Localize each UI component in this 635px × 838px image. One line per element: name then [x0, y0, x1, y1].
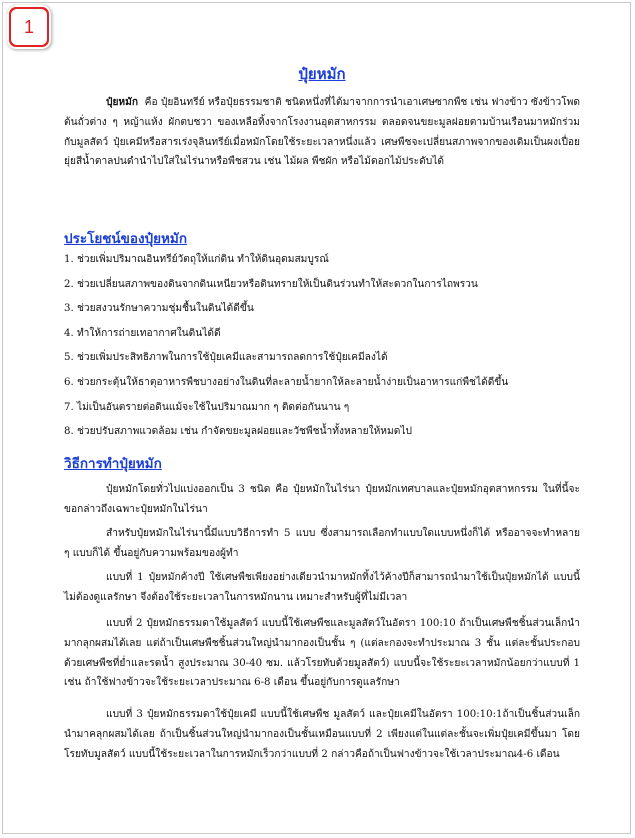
list-item: 4. ทำให้การถ่ายเทอากาศในดินได้ดี — [64, 327, 221, 339]
method-paragraph-1: ปุ๋ยหมักโดยทั่วไปแบ่งออกเป็น 3 ชนิด คือ ปุ๋ยหมักในไร่นา ปุ๋ยหมักเทศบาลและปุ๋ยหมักอุตสาหกรรม ในที่นี้จะขอกล่าวถึงเฉพาะปุ๋ยหมักในไร่นา — [64, 484, 580, 515]
intro-paragraph — [64, 93, 580, 172]
intro-term: ปุ๋ยหมัก — [106, 96, 139, 108]
benefits-heading: ประโยชน์ของปุ๋ยหมัก — [64, 231, 188, 247]
list-item: 3. ช่วยสงวนรักษาความชุ่มชื้นในดินได้ดีขึ้น — [64, 303, 254, 315]
method-paragraph-3: แบบที่ 1 ปุ๋ยหมักค้างปี ใช้เศษพืชเพียงอย่างเดียวนำมาหมักทิ้งไว้ค้างปีก็สามารถนำมาใช้เป็นปุ๋ยหมักได้ แบบนี้ไม่ต้องดูแลรักษา จึงต้องใช้ระยะเวลาในการหมักนาน เหมาะสำหรับผู้ที่ไม่มีเวลา — [64, 572, 580, 603]
method-paragraph-4: แบบที่ 2 ปุ๋ยหมักธรรมดาใช้มูลสัตว์ แบบนี้ใช้เศษพืชและมูลสัตว์ในอัตรา 100:10 ถ้าเป็นเศษพืชชิ้นส่วนเล็กนำมากลุกผสมได้เลย แต่ถ้าเป็นเศษพืชชิ้นส่วนใหญ่นำมากองเป็นชั้น ๆ (แต่ละกองจะทำประมาณ 3 ชั้น แต่ละชั้นประกอบด้วยเศษพืชที่ย่ำและรดน้ำ สูงประมาณ 30-40 ซม. แล้วโรยทับด้วยมูลสัตว์) แบบนี้จะใช้ระยะเวลาหมักน้อยกว่าแบบที่ 1 เช่น ถ้าใช้ฟางข้าวจะใช้ระยะเวลาประมาณ 6-8 เดือน ขึ้นอยู่กับการดูแลรักษา — [64, 618, 580, 689]
benefits-list — [64, 250, 580, 447]
page-number-badge — [7, 5, 51, 49]
method-heading: วิธีการทำปุ๋ยหมัก — [64, 456, 162, 472]
list-item: 7. ไม่เป็นอันตรายต่อดินแม้จะใช้ในปริมาณมาก ๆ ติดต่อกันนาน ๆ — [64, 401, 350, 413]
list-item: 5. ช่วยเพิ่มประสิทธิภาพในการใช้ปุ๋ยเคมีและสามารถลดการใช้ปุ๋ยเคมีลงได้ — [64, 352, 388, 364]
list-item: 6. ช่วยกระตุ้นให้ธาตุอาหารพืชบางอย่างในดินที่ละลายน้ำยากให้ละลายน้ำง่ายเป็นอาหารแก่พืชได้ดีขึ้น — [64, 376, 509, 388]
method-paragraph-2: สำหรับปุ๋ยหมักในไร่นานี้มีแบบวิธีการทำ 5 แบบ ซึ่งสามารถเลือกทำแบบใดแบบหนึ่งก็ได้ หรืออาจจะทำหลาย ๆ แบบก็ได้ ขึ้นอยู่กับความพร้อมของผู้ทำ — [64, 528, 580, 559]
method-paragraph-5: แบบที่ 3 ปุ๋ยหมักธรรมดาใช้ปุ๋ยเคมี แบบนี้ใช้เศษพืช มูลสัตว์ และปุ๋ยเคมีในอัตรา 100:10:1ถ้าเป็นชิ้นส่วนเล็กนำมาคลุกผสมได้เลย ถ้าเป็นชิ้นส่วนใหญ่นำมากองเป็นชั้นเหมือนแบบที่ 2 เพียงแต่ในแต่ละชั้นจะเพิ่มปุ๋ยเคมีขึ้นมา โดยโรยทับมูลสัตว์ แบบนี้ใช้ระยะเวลาในการหมักเร็วกว่าแบบที่ 2 กล่าวคือถ้าเป็นฟางข้าวจะใช้เวลาประมาณ4-6 เดือน — [64, 709, 580, 760]
page-title: ปุ๋ยหมัก — [298, 65, 346, 83]
list-item: 8. ช่วยปรับสภาพแวดล้อม เช่น กำจัดขยะมูลฝอยและวัชพืชน้ำทั้งหลายให้หมดไป — [64, 426, 412, 438]
page-number: 1 — [11, 9, 47, 45]
list-item: 2. ช่วยเปลี่ยนสภาพของดินจากดินเหนียวหรือดินทรายให้เป็นดินร่วนทำให้สะดวกในการไถพรวน — [64, 278, 478, 290]
list-item: 1. ช่วยเพิ่มปริมาณอินทรีย์วัตถุให้แก่ดิน ทำให้ดินอุดมสมบูรณ์ — [64, 254, 329, 265]
intro-text: คือ ปุ๋ยอินทรีย์ หรือปุ๋ยธรรมชาติ ชนิดหนึ่งที่ได้มาจากการนำเอาเศษซากพืช เช่น ฟางข้าว ซังข้าวโพด ต้นถั่วต่าง ๆ หญ้าแห้ง ผักตบชวา ของเหลือทิ้งจากโรงงานอุตสาหกรรม ตลอดจนขยะมูลฝอยตามบ้านเรือนมาหมักร่วมกับมูลสัตว์ ปุ๋ยเคมีหรือสารเร่งจุลินทรีย์เมื่อหมักโดยใช้ระยะเวลาหนึ่งแล้ว เศษพืชจะเปลี่ยนสภาพจากของเดิมเป็นผงเปื่อยยุ่ยสีน้ำตาลปนดำนำไปใส่ในไร่นาหรือพืชสวน เช่น ไม้ผล พืชผัก หรือไม้ดอกไม้ประดับได้ — [64, 97, 580, 168]
